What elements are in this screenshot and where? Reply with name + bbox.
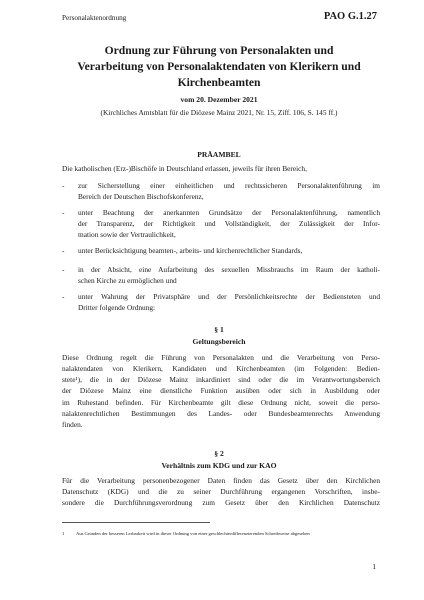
footnote-text: Aus Gründen der besseren Lesbarkeit wird in dieser Ordnung von einer geschlechterdifferenzierenden Schreibweise abgesehen <box>76 531 310 536</box>
body-line: nalaktendaten von Klerikern, Kandidaten und Kirchenbeamten (im Folgenden: Bedien- <box>62 364 380 374</box>
preamble-heading: PRÄAMBEL <box>197 150 241 159</box>
section-1-number: § 1 <box>214 325 224 334</box>
list-item-line: in der Absicht, eine Aufarbeitung des sexuellen Missbrauchs im Raum der katholi- <box>78 265 380 274</box>
body-line: Für die Verarbeitung personenbezogener Daten finden das Gesetz über den Kirchlichen <box>62 476 380 485</box>
footnote-number: 1 <box>62 531 65 536</box>
list-item-line: mation sowie der Vertraulichkeit, <box>78 230 176 240</box>
document-date: vom 20. Dezember 2021 <box>180 95 258 104</box>
section-2-body <box>62 475 380 508</box>
section-1-body <box>62 352 380 430</box>
body-line: Diese Ordnung regelt die Führung von Personalakten und die Verarbeitung von Perso- <box>62 353 380 362</box>
title-line: Kirchenbeamten <box>177 75 261 89</box>
page-number: 1 <box>372 562 376 571</box>
title-line: Verarbeitung von Personalaktendaten von Klerikern und <box>77 59 361 73</box>
footnote-divider <box>62 522 210 523</box>
list-item-line: Dritter folgende Ordnung: <box>78 303 156 313</box>
body-line: Datenschutz (KDG) und die zu seiner Durchführung ergangenen Vorschriften, insbe- <box>62 487 380 497</box>
bullet-dash: - <box>62 265 65 274</box>
section-2-title: Verhältnis zum KDG und zur KAO <box>161 461 277 470</box>
section-1-title: Geltungsbereich <box>192 337 246 346</box>
list-item-line: zur Sicherstellung einer einheitlichen und rechtssicheren Personalaktenführung im <box>78 181 380 190</box>
list-item-line: Bereich der Deutschen Bischofskonferenz, <box>78 192 204 202</box>
document-source: (Kirchliches Amtsblatt für die Diözese Mainz 2021, Nr. 15, Ziff. 106, S. 145 ff.) <box>100 108 338 117</box>
list-item-line: unter Wahrung der Privatsphäre und der Persönlichkeitsrechte der Bediensteten und <box>78 292 380 301</box>
title-line: Ordnung zur Führung von Personalakten und <box>104 44 334 57</box>
bullet-dash: - <box>62 208 65 217</box>
body-line: der Diözese Mainz eine dienstliche Funktion ausüben oder sich in Ausbildung oder <box>62 386 380 396</box>
list-item-line: unter Beachtung der anerkannten Grundsätze der Personalaktenführung, namentlich <box>78 208 380 217</box>
body-line: stete¹), die in der Diözese Mainz inkardiniert sind oder die im Verantwortungsbereich <box>62 375 380 385</box>
bullet-dash: - <box>62 246 65 255</box>
bullet-dash: - <box>62 292 65 301</box>
body-line: sondere die Durchführungsverordnung zum Gesetz über den Kirchlichen Datenschutz <box>62 498 380 508</box>
footnote <box>62 531 310 536</box>
list-item-line: schen Kirche zu ermöglichen und <box>78 276 177 286</box>
list-item-line: der Transparenz, der Richtigkeit und Vollständigkeit, der Zulässigkeit der Infor- <box>78 219 380 229</box>
body-line: im Ruhestand befinden. Für Kirchenbeamte gilt diese Ordnung nicht, soweit die perso- <box>62 397 380 407</box>
bullet-dash: - <box>62 181 65 190</box>
list-item-line: unter Berücksichtigung beamten-, arbeits- und kirchenrechtlicher Standards, <box>78 246 303 255</box>
document-code: PAO G.1.27 <box>323 11 377 22</box>
body-line: nalaktenrechtlichen Bestimmungen des Landes- oder Bundesbeamtenrechts Anwendung <box>62 408 380 418</box>
section-2-number: § 2 <box>214 449 224 458</box>
preamble-intro: Die katholischen (Erz-)Bischöfe in Deutschland erlassen, jeweils für ihren Bereich, <box>62 164 307 173</box>
body-line: finden. <box>62 419 83 429</box>
document-title <box>60 43 378 90</box>
running-header: Personalaktenordnung <box>62 14 127 22</box>
